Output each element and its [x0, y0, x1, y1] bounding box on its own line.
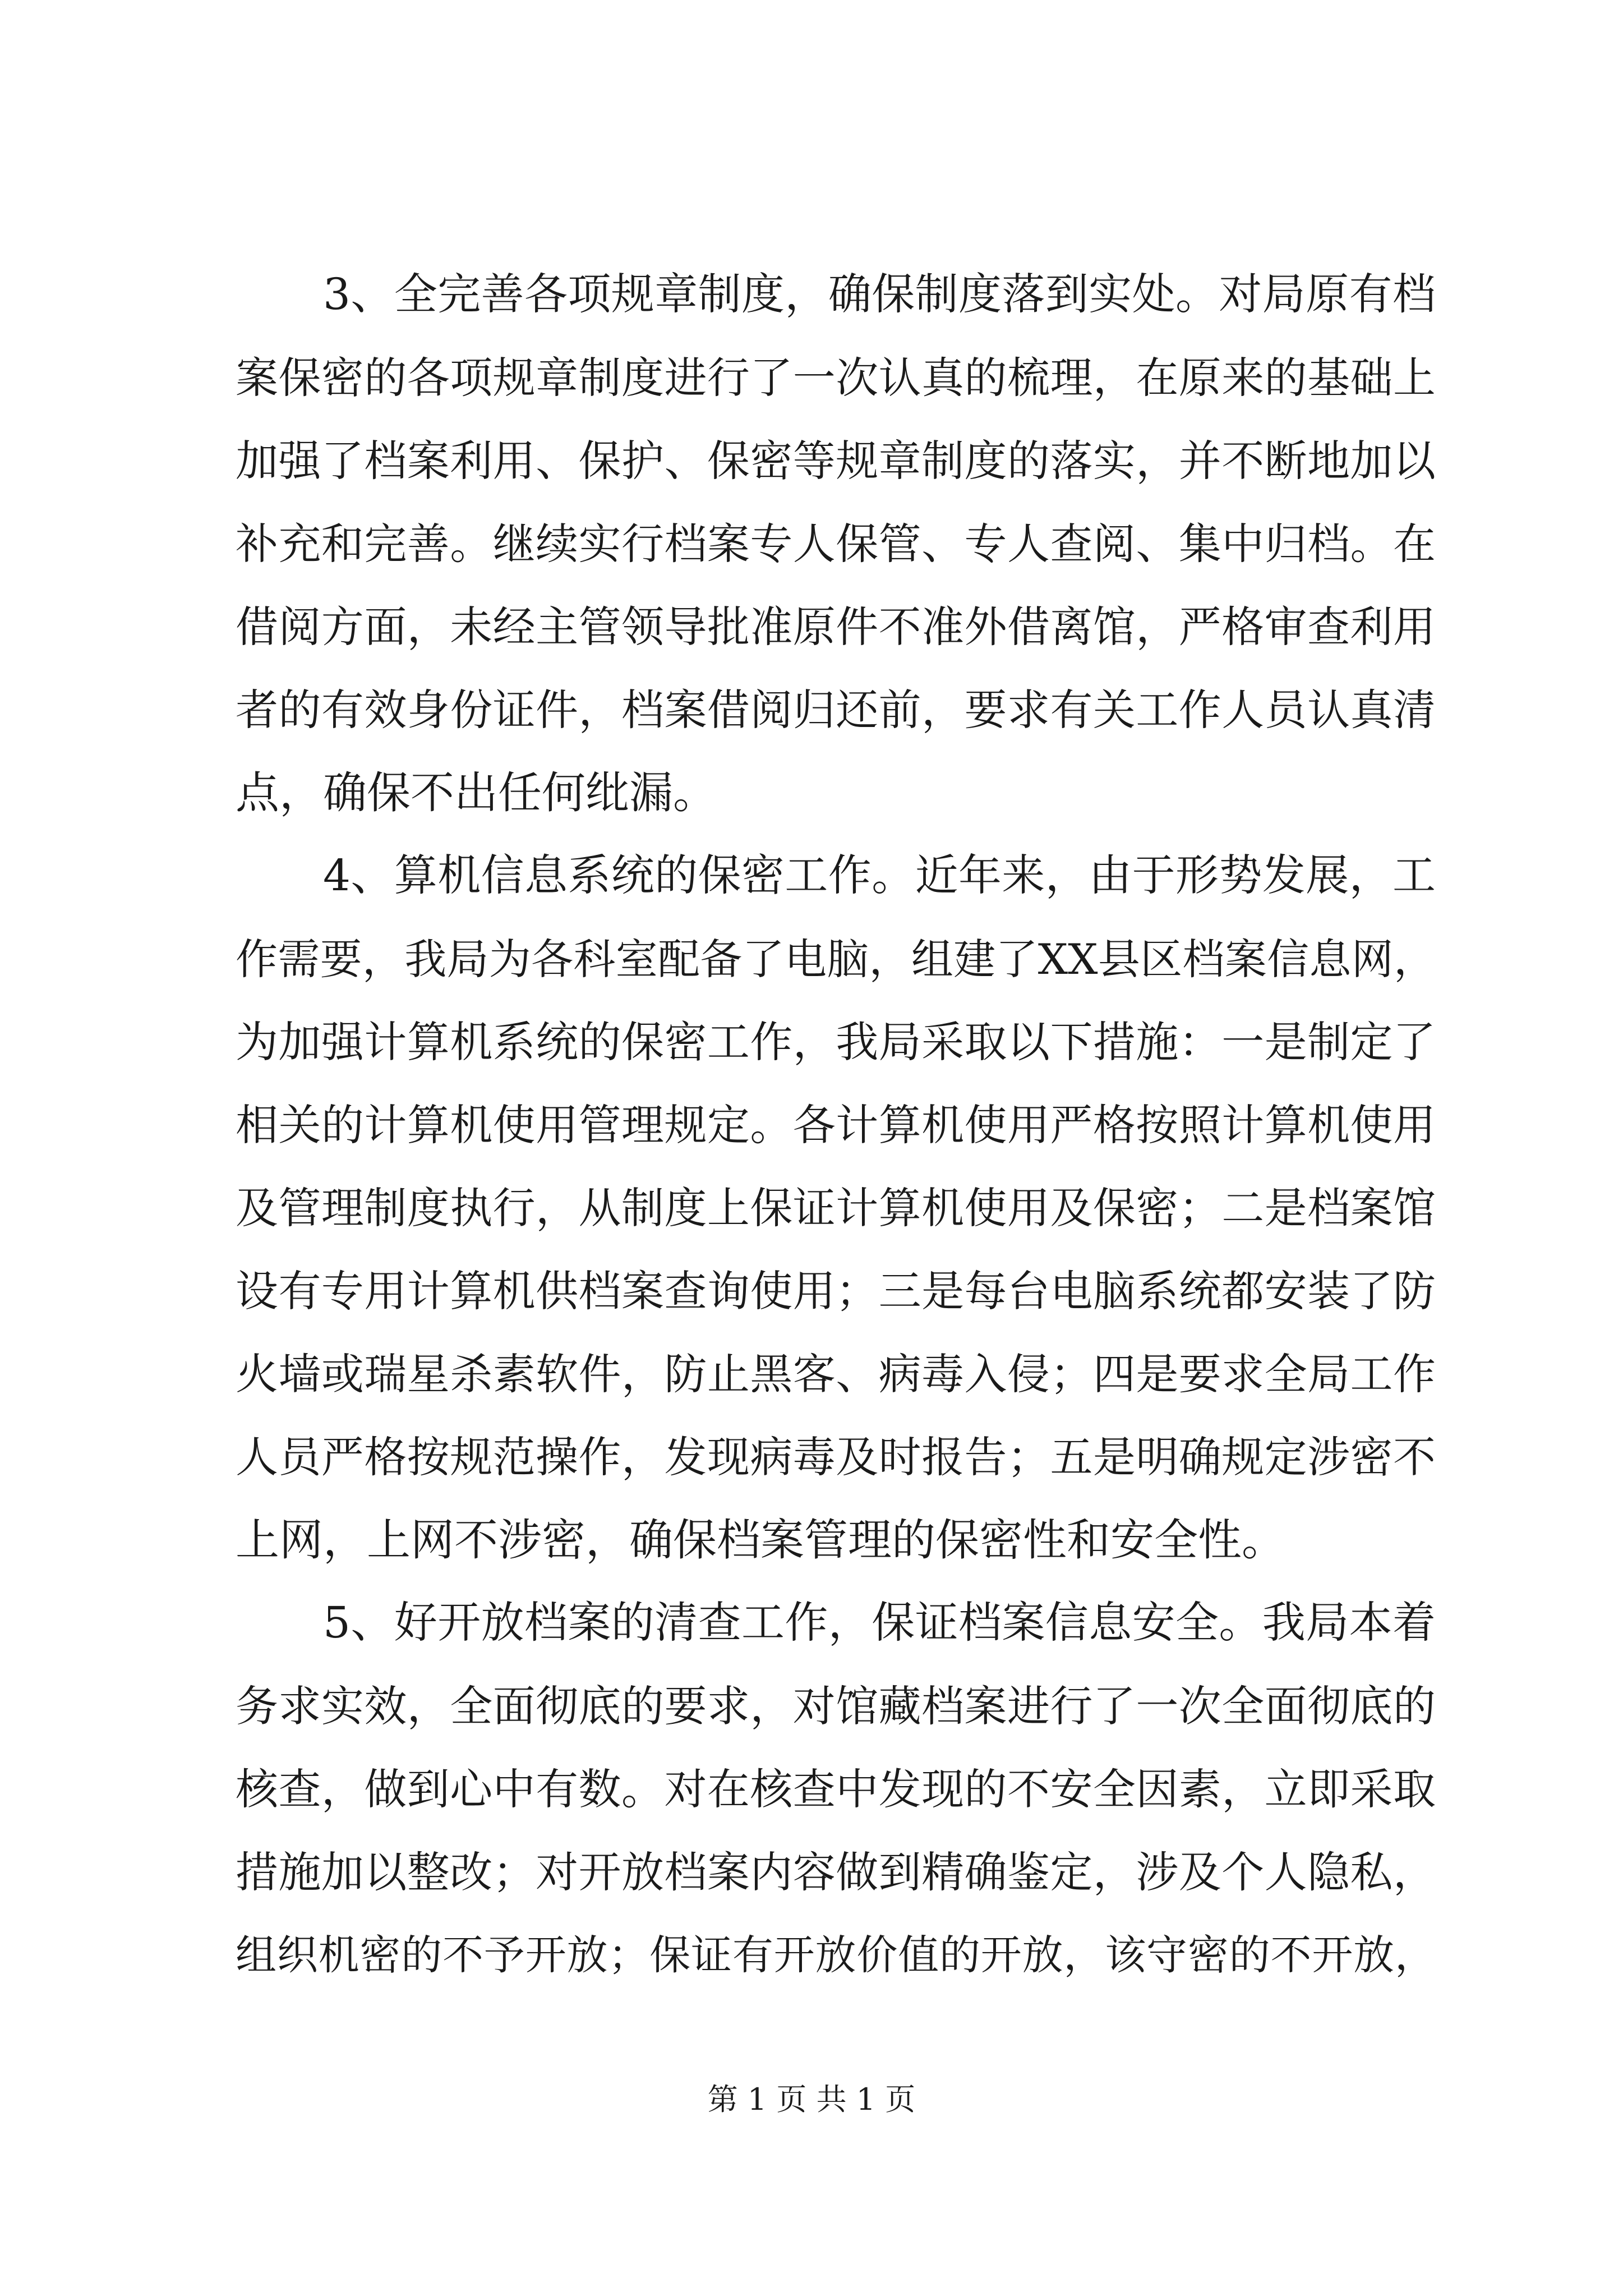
text-line: 上网，上网不涉密，确保档案管理的保密性和安全性。 — [236, 1515, 1286, 1566]
text-line: 人员严格按规范操作，发现病毒及时报告；五是明确规定涉密不 — [236, 1432, 1436, 1482]
text-line: 设有专用计算机供档案查询使用；三是每台电脑系统都安装了防 — [236, 1266, 1436, 1316]
text-line: 及管理制度执行，从制度上保证计算机使用及保密；二是档案馆 — [236, 1183, 1436, 1233]
text-line: 务求实效，全面彻底的要求，对馆藏档案进行了一次全面彻底的 — [236, 1681, 1436, 1731]
text-line: 为加强计算机系统的保密工作，我局采取以下措施：一是制定了 — [236, 1017, 1436, 1067]
text-line: 补充和完善。继续实行档案专人保管、专人查阅、集中归档。在 — [236, 519, 1436, 569]
text-line: 5、好开放档案的清查工作，保证档案信息安全。我局本着 — [323, 1598, 1436, 1648]
text-line: 点，确保不出任何纰漏。 — [236, 768, 717, 818]
paragraph-5-open-archives — [236, 1582, 1436, 1997]
text-line: 加强了档案利用、保护、保密等规章制度的落实，并不断地加以 — [236, 436, 1436, 486]
document-body — [236, 254, 1436, 1997]
text-line: 措施加以整改；对开放档案内容做到精确鉴定，涉及个人隐私， — [236, 1847, 1436, 1897]
text-line: 者的有效身份证件，档案借阅归还前，要求有关工作人员认真清 — [236, 685, 1436, 735]
paragraph-4-computer-security — [236, 835, 1436, 1582]
paragraph-3-archive-rules — [236, 254, 1436, 835]
text-line: 3、全完善各项规章制度，确保制度落到实处。对局原有档 — [323, 270, 1436, 320]
text-line: 组织机密的不予开放；保证有开放价值的开放，该守密的不开放， — [236, 1931, 1436, 1979]
text-line: 4、算机信息系统的保密工作。近年来，由于形势发展，工 — [323, 851, 1436, 901]
page-number: 第 1 页 共 1 页 — [707, 2082, 916, 2117]
text-line: 借阅方面，未经主管领导批准原件不准外借离馆，严格审查利用 — [236, 602, 1436, 652]
page-footer — [0, 2080, 1623, 2119]
text-line: 火墙或瑞星杀素软件，防止黑客、病毒入侵；四是要求全局工作 — [236, 1349, 1436, 1399]
text-line: 作需要，我局为各科室配备了电脑，组建了XX县区档案信息网， — [236, 935, 1436, 984]
text-line: 相关的计算机使用管理规定。各计算机使用严格按照计算机使用 — [236, 1100, 1436, 1150]
text-line: 案保密的各项规章制度进行了一次认真的梳理，在原来的基础上 — [236, 353, 1436, 403]
text-line: 核查，做到心中有数。对在核查中发现的不安全因素，立即采取 — [236, 1764, 1436, 1814]
